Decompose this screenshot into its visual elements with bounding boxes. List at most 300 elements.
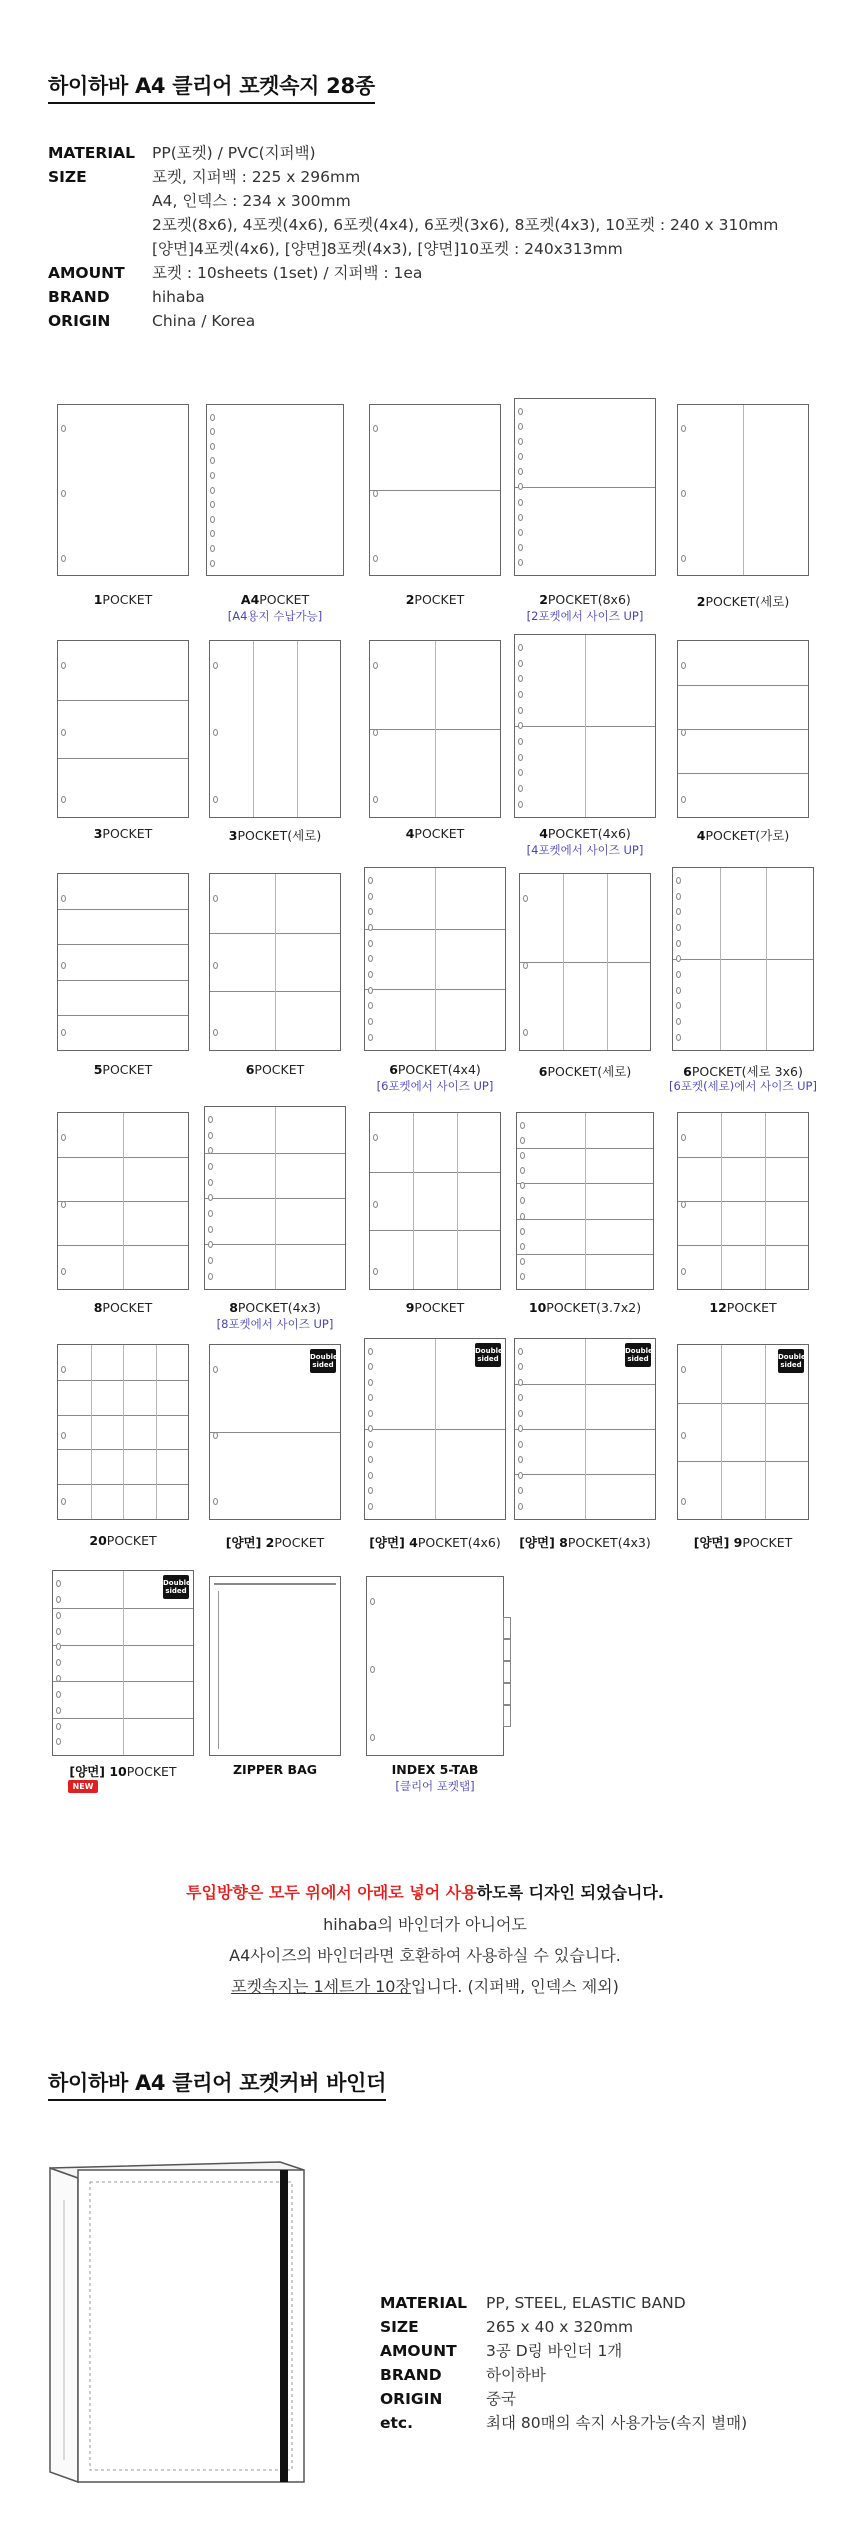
refill-item-num: [양면] 10 <box>69 1764 127 1779</box>
binder-hole <box>676 1034 681 1041</box>
spec-row <box>380 2339 747 2363</box>
binder-hole <box>368 971 373 978</box>
binder-hole <box>210 414 215 421</box>
refill-item-num: 6 <box>389 1062 398 1077</box>
binder-hole <box>368 1379 373 1386</box>
binder-hole <box>208 1132 213 1139</box>
binder-hole <box>368 908 373 915</box>
pocket-divider <box>210 1432 340 1433</box>
refill-item-num: 20 <box>89 1533 107 1548</box>
refill-item-num: 3 <box>228 828 238 843</box>
binder-hole <box>56 1659 61 1666</box>
refill-item-num: 8 <box>229 1300 238 1315</box>
binder-hole <box>210 443 215 450</box>
spec-key <box>48 237 152 261</box>
binder-hole <box>368 1456 373 1463</box>
binder-hole <box>518 408 523 415</box>
binder-hole <box>520 1258 525 1265</box>
spec-value: 하이하바 <box>486 2366 546 2384</box>
binder-hole <box>210 516 215 523</box>
binder-hole <box>213 662 218 669</box>
binder-hole <box>368 1425 373 1432</box>
spec-row <box>48 189 778 213</box>
refill-sheet-drawing <box>364 1338 506 1520</box>
binder-hole <box>520 1243 525 1250</box>
binder-hole <box>676 877 681 884</box>
refill-item-type: POCKET(4x3) <box>237 1300 321 1315</box>
pocket-divider <box>370 490 500 491</box>
refill-item-type: POCKET <box>414 1300 465 1315</box>
pocket-divider <box>585 1113 586 1289</box>
pocket-divider <box>743 405 744 575</box>
pocket-divider <box>253 641 254 817</box>
binder-hole <box>56 1691 61 1698</box>
refill-item-label <box>200 1062 350 1077</box>
refill-sheet-drawing <box>514 634 656 818</box>
pocket-divider <box>678 1403 808 1404</box>
binder-hole <box>676 971 681 978</box>
binder-illustration <box>48 2160 308 2485</box>
binder-hole <box>61 962 66 969</box>
refill-sheet-drawing <box>57 404 189 576</box>
binder-hole <box>368 955 373 962</box>
binder-hole <box>61 662 66 669</box>
binder-hole <box>213 729 218 736</box>
refill-item-note: [6포켓(세로)에서 사이즈 UP] <box>669 1079 817 1093</box>
refill-item-label <box>48 1300 198 1315</box>
zipper-line <box>214 1583 336 1585</box>
refill-sheet-drawing <box>57 640 189 818</box>
pocket-divider <box>607 874 608 1050</box>
spec-value: 포켓, 지퍼백 : 225 x 296mm <box>152 168 361 186</box>
spec-key: AMOUNT <box>380 2342 457 2360</box>
refill-sheet-drawing <box>57 873 189 1051</box>
pocket-divider <box>721 1345 722 1519</box>
binder-hole <box>518 483 523 490</box>
refill-sheet-drawing <box>209 640 341 818</box>
pocket-divider <box>297 641 298 817</box>
binder-hole <box>373 729 378 736</box>
binder-hole <box>210 472 215 479</box>
binder-hole <box>518 1441 523 1448</box>
refill-item-type: POCKET(3.7x2) <box>546 1300 642 1315</box>
refill-item-label <box>48 1062 198 1077</box>
double-sided-badge: Double sided <box>163 1575 189 1599</box>
notice-set-count <box>0 1974 850 1997</box>
binder-hole <box>523 895 528 902</box>
binder-hole <box>56 1580 61 1587</box>
binder-hole <box>520 1228 525 1235</box>
spec-value: hihaba <box>152 288 205 306</box>
binder-hole <box>370 1666 375 1673</box>
refill-item-type: POCKET(가로) <box>705 828 790 843</box>
binder-hole <box>208 1257 213 1264</box>
pocket-divider <box>585 635 586 817</box>
binder-hole <box>518 544 523 551</box>
refill-item-label <box>668 826 818 844</box>
binder-hole <box>518 754 523 761</box>
binder-hole <box>61 1201 66 1208</box>
spec-value: 2포켓(8x6), 4포켓(4x6), 6포켓(4x4), 6포켓(3x6), 8포켓(4x3), 10포켓 : 240 x 310mm <box>152 216 779 234</box>
pocket-divider <box>678 685 808 686</box>
binder-hole <box>368 1348 373 1355</box>
pocket-divider <box>678 773 808 774</box>
refill-item-note: [8포켓에서 사이즈 UP] <box>216 1317 334 1331</box>
spec-row <box>48 309 778 333</box>
refill-sheet-drawing <box>209 1576 341 1756</box>
refill-sheet-drawing <box>369 1112 501 1290</box>
refill-item-num: A4 <box>240 592 260 607</box>
refill-spec-table <box>48 141 778 333</box>
double-sided-badge: Double sided <box>778 1349 804 1373</box>
spec-row <box>48 261 778 285</box>
double-sided-badge: Double sided <box>310 1349 336 1373</box>
binder-hole <box>518 801 523 808</box>
refill-item-type: POCKET <box>254 1062 305 1077</box>
binder-hole <box>210 560 215 567</box>
refill-item-type: POCKET <box>126 1764 177 1779</box>
pocket-divider <box>123 1345 124 1519</box>
binder-hole <box>61 1029 66 1036</box>
refill-item-type: POCKET(세로 3x6) <box>691 1064 803 1079</box>
spec-key: SIZE <box>380 2318 419 2336</box>
spec-key <box>48 213 152 237</box>
pocket-divider <box>275 1107 276 1289</box>
refill-item-num: 6 <box>683 1064 692 1079</box>
binder-hole <box>520 1213 525 1220</box>
pocket-divider <box>123 1571 124 1755</box>
binder-hole <box>56 1723 61 1730</box>
pocket-divider <box>123 1113 124 1289</box>
binder-hole <box>518 675 523 682</box>
refill-item-num: [양면] 2 <box>225 1535 275 1550</box>
binder-hole <box>210 487 215 494</box>
binder-hole <box>520 1137 525 1144</box>
binder-hole <box>518 499 523 506</box>
binder-hole <box>368 1472 373 1479</box>
binder-hole <box>520 1122 525 1129</box>
spec-key: ORIGIN <box>48 312 111 330</box>
spec-value: PP(포켓) / PVC(지퍼백) <box>152 144 316 162</box>
binder-hole <box>518 707 523 714</box>
refill-item-label <box>200 592 350 607</box>
binder-hole <box>213 1432 218 1439</box>
binder-hole <box>368 987 373 994</box>
notice-text: 하도록 디자인 되었습니다. <box>476 1883 664 1902</box>
refill-sheet-drawing <box>369 404 501 576</box>
pocket-divider <box>515 487 655 488</box>
pocket-divider <box>765 1345 766 1519</box>
binder-hole <box>208 1210 213 1217</box>
spec-key: etc. <box>380 2414 413 2432</box>
binder-hole <box>676 1018 681 1025</box>
spec-row <box>380 2411 747 2435</box>
refill-item-type: POCKET <box>726 1300 777 1315</box>
index-tab <box>503 1683 511 1705</box>
binder-hole <box>518 644 523 651</box>
binder-hole <box>676 1002 681 1009</box>
binder-hole <box>368 1410 373 1417</box>
notice-compat-2: A4사이즈의 바인더라면 호환하여 사용하실 수 있습니다. <box>229 1946 621 1965</box>
binder-hole <box>518 1456 523 1463</box>
binder-hole <box>61 490 66 497</box>
pocket-divider <box>58 1015 188 1016</box>
binder-hole <box>213 1498 218 1505</box>
refill-item-num: [양면] 9 <box>693 1535 743 1550</box>
binder-hole <box>518 453 523 460</box>
refill-item-type: POCKET(4x6) <box>417 1535 501 1550</box>
refill-item-label <box>200 1300 350 1315</box>
spec-value: 최대 80매의 속지 사용가능(속지 별매) <box>486 2414 748 2432</box>
refill-sheet-drawing <box>209 873 341 1051</box>
binder-hole <box>520 1197 525 1204</box>
refill-item-label <box>510 1300 660 1315</box>
binder-hole <box>210 501 215 508</box>
spec-key: BRAND <box>48 288 110 306</box>
binder-hole <box>208 1241 213 1248</box>
binder-hole <box>373 1201 378 1208</box>
pocket-divider <box>673 959 813 960</box>
binder-hole <box>518 514 523 521</box>
refill-item-num: 2 <box>405 592 415 607</box>
spec-row <box>48 141 778 165</box>
pocket-divider <box>91 1345 92 1519</box>
refill-sheet-drawing <box>369 640 501 818</box>
refill-item-label <box>48 592 198 607</box>
spec-value: A4, 인덱스 : 234 x 300mm <box>152 192 351 210</box>
spec-row <box>380 2363 747 2387</box>
binder-hole <box>681 729 686 736</box>
binder-hole <box>368 1002 373 1009</box>
spec-value: 3공 D링 바인더 1개 <box>486 2342 623 2360</box>
pocket-divider <box>58 758 188 759</box>
index-tab <box>503 1639 511 1661</box>
binder-hole <box>676 924 681 931</box>
refill-sheet-drawing <box>677 404 809 576</box>
binder-hole <box>520 1167 525 1174</box>
binder-hole <box>208 1194 213 1201</box>
binder-hole <box>676 955 681 962</box>
binder-hole <box>213 962 218 969</box>
refill-sheet-drawing <box>677 1344 809 1520</box>
refill-sheet-drawing <box>206 404 344 576</box>
binder-hole <box>368 940 373 947</box>
refill-item-num: 5 <box>93 1062 103 1077</box>
refill-item-label <box>510 592 660 607</box>
binder-hole <box>61 796 66 803</box>
refill-item-num: 3 <box>93 826 103 841</box>
binder-hole <box>61 1432 66 1439</box>
binder-hole <box>676 893 681 900</box>
refill-item-num: 10 <box>528 1300 547 1315</box>
binder-hole <box>681 425 686 432</box>
pocket-divider <box>58 944 188 945</box>
refill-item-label <box>360 1533 510 1551</box>
pocket-divider <box>585 1339 586 1519</box>
refill-item-note: [2포켓에서 사이즈 UP] <box>526 609 644 623</box>
binder-hole <box>208 1226 213 1233</box>
refill-item-label <box>48 1762 198 1780</box>
refill-item-label <box>200 1533 350 1551</box>
binder-hole <box>373 796 378 803</box>
binder-hole <box>518 769 523 776</box>
spec-key: AMOUNT <box>48 264 125 282</box>
refill-sheet-drawing <box>57 1344 189 1520</box>
spec-key: MATERIAL <box>380 2294 467 2312</box>
section-title-refills: 하이하바 A4 클리어 포켓속지 28종 <box>48 70 375 104</box>
pocket-divider <box>58 980 188 981</box>
binder-hole <box>681 1366 686 1373</box>
refill-item-num: 6 <box>538 1064 548 1079</box>
notice-red-text: 투입방향은 모두 위에서 아래로 넣어 사용 <box>186 1883 477 1902</box>
spec-key: MATERIAL <box>48 144 135 162</box>
binder-hole <box>518 1487 523 1494</box>
refill-item-num: 2 <box>539 592 548 607</box>
pocket-divider <box>678 729 808 730</box>
binder-hole <box>523 1029 528 1036</box>
binder-hole <box>61 1366 66 1373</box>
refill-item-type: POCKET(4x4) <box>397 1062 481 1077</box>
refill-item-num: 1 <box>93 592 103 607</box>
binder-hole <box>520 1152 525 1159</box>
notice-text-rest: 입니다. (지퍼백, 인덱스 제외) <box>410 1977 619 1996</box>
refill-item-type: POCKET <box>274 1535 325 1550</box>
refill-item-note: [A4용지 수납가능] <box>227 609 323 623</box>
refill-item-num: 4 <box>405 826 415 841</box>
binder-hole <box>368 1487 373 1494</box>
refill-sheet-drawing <box>366 1576 504 1756</box>
binder-hole <box>368 1503 373 1510</box>
pocket-divider <box>435 868 436 1050</box>
new-badge: NEW <box>68 1780 98 1793</box>
refill-item-label <box>360 592 510 607</box>
binder-hole <box>518 1363 523 1370</box>
refill-item-num: 6 <box>245 1062 255 1077</box>
binder-hole <box>208 1163 213 1170</box>
pocket-divider <box>275 874 276 1050</box>
binder-hole <box>518 438 523 445</box>
refill-item-note: [4포켓에서 사이즈 UP] <box>526 843 644 857</box>
binder-hole <box>676 940 681 947</box>
binder-hole <box>368 1394 373 1401</box>
section-title-binder: 하이하바 A4 클리어 포켓커버 바인더 <box>48 2067 386 2101</box>
spec-row <box>48 237 778 261</box>
pocket-divider <box>721 1113 722 1289</box>
binder-hole <box>370 1734 375 1741</box>
refill-item-num: [양면] 8 <box>519 1535 568 1550</box>
refill-item-type: POCKET <box>102 592 153 607</box>
pocket-divider <box>678 1461 808 1462</box>
binder-hole <box>518 1410 523 1417</box>
binder-hole <box>520 1273 525 1280</box>
spec-row <box>380 2315 747 2339</box>
notice-insert-direction <box>0 1880 850 1903</box>
refill-item-label <box>668 1300 818 1315</box>
binder-hole <box>518 1425 523 1432</box>
binder-hole <box>518 529 523 536</box>
binder-hole <box>681 490 686 497</box>
binder-hole <box>523 962 528 969</box>
binder-hole <box>56 1707 61 1714</box>
binder-hole <box>676 908 681 915</box>
refill-sheet-drawing <box>677 1112 809 1290</box>
refill-item-type: POCKET <box>414 592 465 607</box>
refill-item-num: [양면] 4 <box>369 1535 418 1550</box>
spec-key: ORIGIN <box>380 2390 443 2408</box>
pocket-divider <box>58 700 188 701</box>
binder-hole <box>681 1201 686 1208</box>
refill-item-num: 9 <box>405 1300 415 1315</box>
refill-item-label <box>360 1762 510 1777</box>
pocket-divider <box>58 909 188 910</box>
binder-hole <box>61 1268 66 1275</box>
spec-value: PP, STEEL, ELASTIC BAND <box>486 2294 686 2312</box>
index-tab <box>503 1661 511 1683</box>
refill-item-type: POCKET(세로) <box>705 594 790 609</box>
binder-hole <box>518 1472 523 1479</box>
pocket-divider <box>156 1345 157 1519</box>
binder-hole <box>210 545 215 552</box>
refill-sheet-drawing <box>677 640 809 818</box>
refill-sheet-drawing <box>209 1344 341 1520</box>
binder-hole <box>373 490 378 497</box>
pocket-divider <box>678 1201 808 1202</box>
binder-hole <box>518 1394 523 1401</box>
binder-hole <box>518 660 523 667</box>
binder-hole <box>56 1643 61 1650</box>
binder-hole <box>681 555 686 562</box>
binder-hole <box>518 423 523 430</box>
binder-hole <box>518 1503 523 1510</box>
binder-hole <box>518 1348 523 1355</box>
binder-hole <box>61 729 66 736</box>
binder-hole <box>368 1018 373 1025</box>
notice-compat-1: hihaba의 바인더가 아니어도 <box>323 1915 527 1934</box>
refill-item-type: POCKET(4x6) <box>547 826 631 841</box>
binder-hole <box>210 428 215 435</box>
refill-item-label <box>510 826 660 841</box>
refill-sheet-drawing <box>516 1112 654 1290</box>
index-tab <box>503 1617 511 1639</box>
binder-hole <box>61 895 66 902</box>
refill-sheet-drawing <box>514 1338 656 1520</box>
spec-value: [양면]4포켓(4x6), [양면]8포켓(4x3), [양면]10포켓 : 240x313mm <box>152 240 623 258</box>
binder-hole <box>681 1134 686 1141</box>
binder-hole <box>373 1268 378 1275</box>
pocket-divider <box>766 868 767 1050</box>
binder-hole <box>681 1268 686 1275</box>
notice-underline-text: 포켓속지는 1세트가 10장 <box>231 1977 411 1996</box>
refill-item-label <box>668 592 818 610</box>
binder-hole <box>373 425 378 432</box>
refill-item-label <box>360 826 510 841</box>
refill-item-note: [6포켓에서 사이즈 UP] <box>376 1079 494 1093</box>
binder-hole <box>520 1182 525 1189</box>
binder-hole <box>61 1134 66 1141</box>
refill-item-type: POCKET <box>742 1535 793 1550</box>
binder-hole <box>56 1612 61 1619</box>
refill-item-label <box>360 1062 510 1077</box>
binder-hole <box>213 1029 218 1036</box>
spec-row <box>48 285 778 309</box>
binder-hole <box>208 1273 213 1280</box>
binder-hole <box>368 924 373 931</box>
binder-spec-table <box>380 2291 747 2435</box>
refill-item-label <box>360 1300 510 1315</box>
refill-sheet-drawing <box>672 867 814 1051</box>
spec-key <box>48 189 152 213</box>
refill-item-note: [클리어 포켓탭] <box>395 1779 475 1793</box>
